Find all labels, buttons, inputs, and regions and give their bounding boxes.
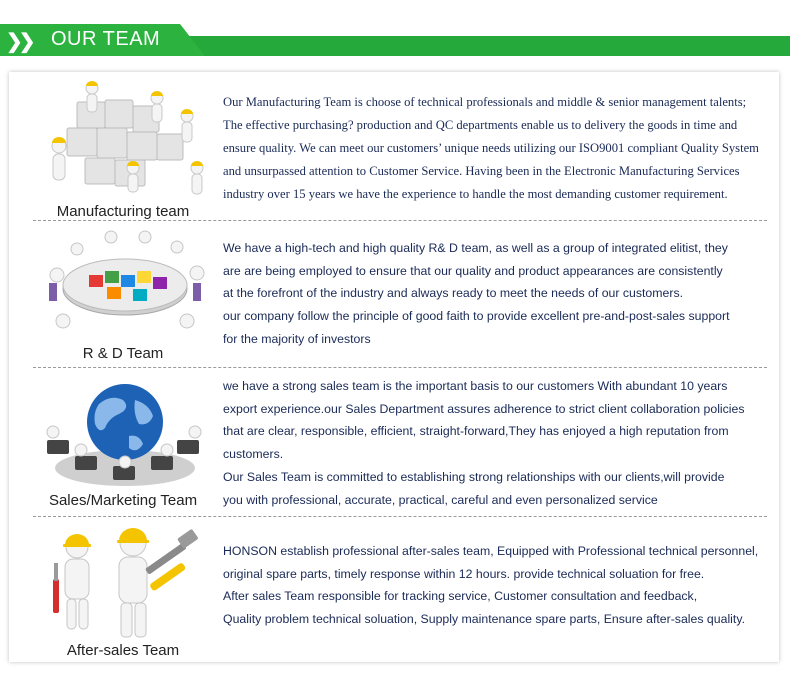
text-line: for the majority of investors [223,331,371,346]
sales-globe-illustration [37,370,207,496]
page-title: OUR TEAM [51,28,161,50]
sales-section [33,368,767,516]
manufacturing-caption: Manufacturing team [33,203,213,220]
text-line: The effective purchasing? production and QC departments enable us to delivery the goods in time and [223,118,738,132]
text-line: We have a high-tech and high quality R& D team, as well as a group of integrated elitist, they [223,241,728,255]
sales-caption: Sales/Marketing Team [33,492,213,509]
text-line: you with professional, accurate, practical, careful and even personalized service [223,492,658,507]
text-line: at the forefront of the industry and always ready to meet the needs of our customers. [223,286,684,301]
rnd-caption: R & D Team [33,345,213,362]
text-line: After sales Team responsible for tracking service, Customer consultation and feedback, [223,589,698,604]
manufacturing-puzzle-illustration [37,80,207,206]
text-line: our company follow the principle of good faith to provide excellent pre-and-post-sales support [223,309,730,324]
aftersales-caption: After-sales Team [33,642,213,659]
text-line: HONSON establish professional after-sales team, Equipped with Professional technical personnel, [223,544,759,558]
manufacturing-section [33,80,767,220]
text-line: Quality problem technical soluation, Supply maintenance spare parts, Ensure after-sales quality. [223,612,745,627]
aftersales-description [223,540,767,631]
text-line: industry over 15 years we have the experience to handle the most demanding customer requirement. [223,187,728,201]
sales-description [223,375,767,511]
aftersales-section [33,517,767,657]
rnd-description [223,237,767,351]
section-header [0,0,790,60]
rnd-section [33,221,767,367]
text-line: are are being employed to ensure that our quality and product appearances are consistently [223,263,723,278]
text-line: original spare parts, timely response within 12 hours. provide technical soluation for free. [223,566,705,581]
text-line: that are clear, responsible, efficient, straight-forward,They has enjoyed a high reputation from [223,424,729,439]
team-panel [9,72,779,662]
text-line: ensure quality. We can meet our customers’ unique needs utilizing our ISO9001 compliant Quality System [223,141,759,155]
text-line: export experience.our Sales Department assures adherence to strict client collaboration policies [223,401,745,416]
double-chevron-icon: ❯❯ [6,31,32,53]
rnd-round-table-illustration [37,225,207,351]
text-line: and unsurpassed attention to Customer Service. Having been in the Electronic Manufacturing Services [223,164,740,178]
manufacturing-description [223,91,767,206]
text-line: Our Sales Team is committed to establishing strong relationships with our clients,will provide [223,469,725,484]
aftersales-workers-illustration [37,525,207,651]
text-line: we have a strong sales team is the important basis to our customers With abundant 10 years [223,379,728,393]
text-line: customers. [223,447,284,462]
text-line: Our Manufacturing Team is choose of technical professionals and middle & senior management talents; [223,95,747,109]
